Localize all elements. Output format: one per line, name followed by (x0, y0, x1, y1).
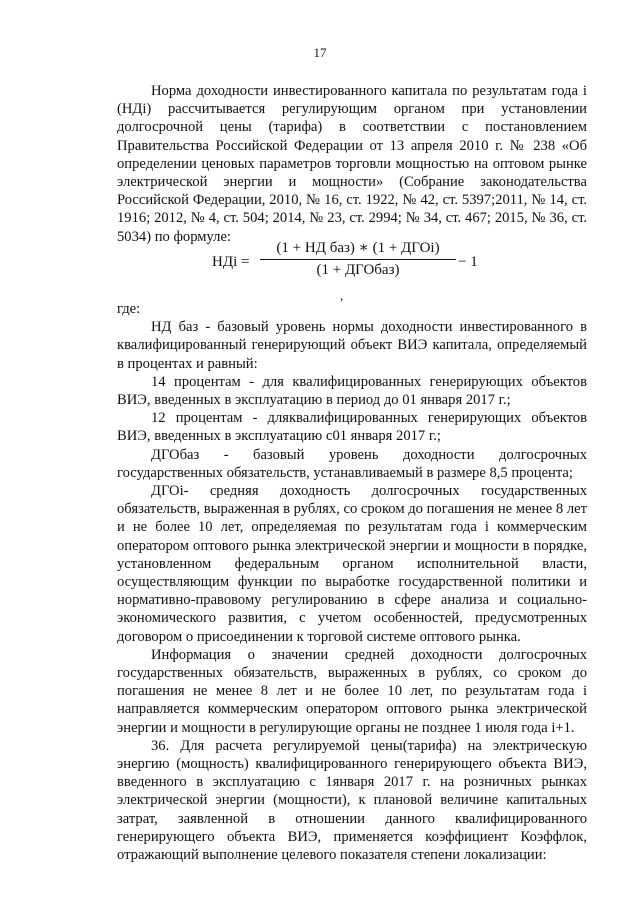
definition-dgo-baz: ДГОбаз - базовый уровень доходности долгосрочных государственных обязательств, устанавливаемый в размере 8,5 процента; (117, 446, 587, 481)
item-14-percent: 14 процентам - для квалифицированных генерирующих объектов ВИЭ, введенных в эксплуатацию в период до 01 января 2017 г.; (117, 373, 587, 409)
formula-comma: , (340, 288, 344, 303)
definition-nd-baz: НД баз - базовый уровень нормы доходности инвестированного в квалифицированный генерирующий объект ВИЭ капитала, определяемый в процентах и равный: (117, 319, 587, 372)
item-12-percent: 12 процентам - дляквалифицированных генерирующих объектов ВИЭ, введенных в эксплуатацию с01 января 2017 г.; (117, 410, 587, 445)
definitions-block (117, 300, 587, 864)
formula (212, 238, 478, 288)
formula-numerator: (1 + НД баз) ∗ (1 + ДГОi) (276, 240, 440, 256)
intro-paragraph (117, 82, 587, 246)
page-number: 17 (313, 45, 327, 60)
definition-dgo-i: ДГОi- средняя доходность долгосрочных государственных обязательств, выраженная в рублях, со сроком до погашения не менее 8 лет и не более 10 лет, определяемая по результатам года i коммерческим оператором оптового рынка электрической энергии и мощности в порядке, установленном федеральным органом исполнительной власти, осуществляющим функции по выработке государственной политики и нормативно-правовому регулированию в сфере анализа и социально-экономического развития, с учетом особенностей, предусмотренных договором о присоединении к торговой системе оптового рынка. (117, 483, 587, 645)
paragraph-36: 36. Для расчета регулируемой цены(тарифа) на электрическую энергию (мощность) квалифицированного генерирующего объекта ВИЭ, введенного в эксплуатацию с 1января 2017 г. на розничных рынках электрической энергии (мощности), к плановой величине капитальных затрат, заявленной в отношении данного квалифицированного генерирующего объекта ВИЭ, применяется коэффициент Коэффлок, отражающий выполнение целевого показателя степени локализации: (117, 737, 587, 864)
formula-denominator: (1 + ДГОбаз) (316, 262, 400, 278)
paragraph-norm-definition: Норма доходности инвестированного капитала по результатам года i (НДi) рассчитывается регулирующим органом при установлении долгосрочной цены (тарифа) в соответствии с постановлением Правительства Российской Федерации от 13 апреля 2010 г. № 238 «Об определении ценовых параметров торговли мощностью на оптовом рынке электрической энергии и мощности» (Собрание законодательства Российской Федерации, 2010, № 16, ст. 1922, № 42, ст. 5397;2011, № 14, ст. 1916; 2012, № 4, ст. 504; 2014, № 23, ст. 2994; № 34, ст. 467; 2015, № 36, ст. 5034) по формуле: (117, 83, 587, 245)
formula-rhs: − 1 (458, 254, 478, 270)
where-label: где: (117, 301, 141, 317)
formula-fraction (258, 238, 458, 279)
information-paragraph: Информация о значении средней доходности долгосрочных государственных обязательств, выраженных в рублях, со сроком до погашения не менее 8 лет и не более 10 лет, по результатам года i направляется коммерческим оператором оптового рынка электрической энергии и мощности в регулирующие органы не позднее 1 июля года i+1. (117, 646, 587, 736)
formula-lhs: НДi = (212, 254, 250, 270)
